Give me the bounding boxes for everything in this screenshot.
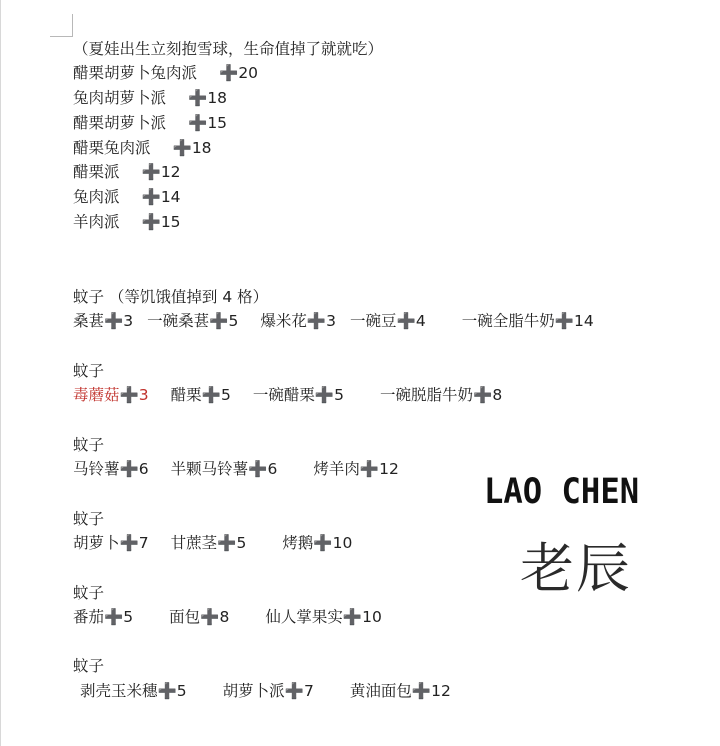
group-items bbox=[73, 384, 502, 406]
pie-name: 醋栗兔肉派 bbox=[73, 139, 151, 157]
pie-value: ➕15 bbox=[188, 114, 228, 132]
food-item: 面包➕8 bbox=[169, 608, 230, 626]
pie-item bbox=[73, 161, 181, 183]
food-item: 一碗桑葚➕5 bbox=[147, 312, 239, 330]
pie-item bbox=[73, 62, 258, 84]
pie-value: ➕15 bbox=[141, 213, 181, 231]
pie-value: ➕18 bbox=[188, 89, 228, 107]
food-item: 烤鹅➕10 bbox=[282, 534, 353, 552]
group-heading: 蚊子 （等饥饿值掉到 4 格） bbox=[73, 288, 269, 306]
food-item: 黄油面包➕12 bbox=[349, 682, 451, 700]
intro-note: （夏娃出生立刻抱雪球，生命值掉了就就吃） bbox=[73, 40, 384, 58]
food-item: 半颗马铃薯➕6 bbox=[170, 460, 278, 478]
pie-item bbox=[73, 112, 227, 134]
watermark-chinese: 老辰 bbox=[520, 537, 632, 600]
group-items bbox=[73, 606, 382, 628]
food-item: 一碗脱脂牛奶➕8 bbox=[380, 386, 503, 404]
page-edge bbox=[0, 0, 1, 746]
food-item: 一碗全脂牛奶➕14 bbox=[461, 312, 594, 330]
food-item: 醋栗➕5 bbox=[170, 386, 231, 404]
group-heading: 蚊子 bbox=[73, 362, 105, 380]
group-items bbox=[73, 310, 594, 332]
food-item-poison: 毒蘑菇➕3 bbox=[73, 386, 149, 404]
pie-item bbox=[73, 211, 181, 233]
group-heading: 蚊子 bbox=[73, 584, 105, 602]
pie-name: 兔肉派 bbox=[73, 188, 120, 206]
group-items bbox=[73, 532, 352, 554]
food-item: 甘蔗茎➕5 bbox=[170, 534, 247, 552]
food-item: 一碗醋栗➕5 bbox=[252, 386, 345, 404]
pie-name: 兔肉胡萝卜派 bbox=[73, 89, 167, 107]
group-heading: 蚊子 bbox=[73, 657, 105, 675]
group-items bbox=[80, 680, 451, 702]
pie-value: ➕20 bbox=[219, 64, 259, 82]
group-heading: 蚊子 bbox=[73, 436, 105, 454]
food-item: 剥壳玉米穗➕5 bbox=[80, 682, 187, 700]
food-item: 胡萝卜➕7 bbox=[73, 534, 149, 552]
food-item: 仙人掌果实➕10 bbox=[265, 608, 382, 626]
pie-value: ➕12 bbox=[141, 163, 181, 181]
pie-item bbox=[73, 186, 181, 208]
pie-value: ➕14 bbox=[141, 188, 181, 206]
food-item: 一碗豆➕4 bbox=[350, 312, 426, 330]
food-item: 烤羊肉➕12 bbox=[313, 460, 399, 478]
pie-item bbox=[73, 137, 212, 159]
food-item: 爆米花➕3 bbox=[260, 312, 337, 330]
food-item: 番茄➕5 bbox=[73, 608, 134, 626]
food-item: 桑葚➕3 bbox=[73, 312, 134, 330]
pie-name: 羊肉派 bbox=[73, 213, 120, 231]
margin-corner-mark bbox=[50, 14, 73, 37]
pie-name: 醋栗胡萝卜派 bbox=[73, 114, 167, 132]
group-heading: 蚊子 bbox=[73, 510, 105, 528]
food-item: 马铃薯➕6 bbox=[73, 460, 149, 478]
watermark-latin: LAO CHEN bbox=[484, 472, 640, 512]
pie-name: 醋栗派 bbox=[73, 163, 120, 181]
pie-name: 醋栗胡萝卜兔肉派 bbox=[73, 64, 198, 82]
pie-item bbox=[73, 87, 227, 109]
food-item: 胡萝卜派➕7 bbox=[222, 682, 314, 700]
group-items bbox=[73, 458, 399, 480]
pie-value: ➕18 bbox=[172, 139, 212, 157]
